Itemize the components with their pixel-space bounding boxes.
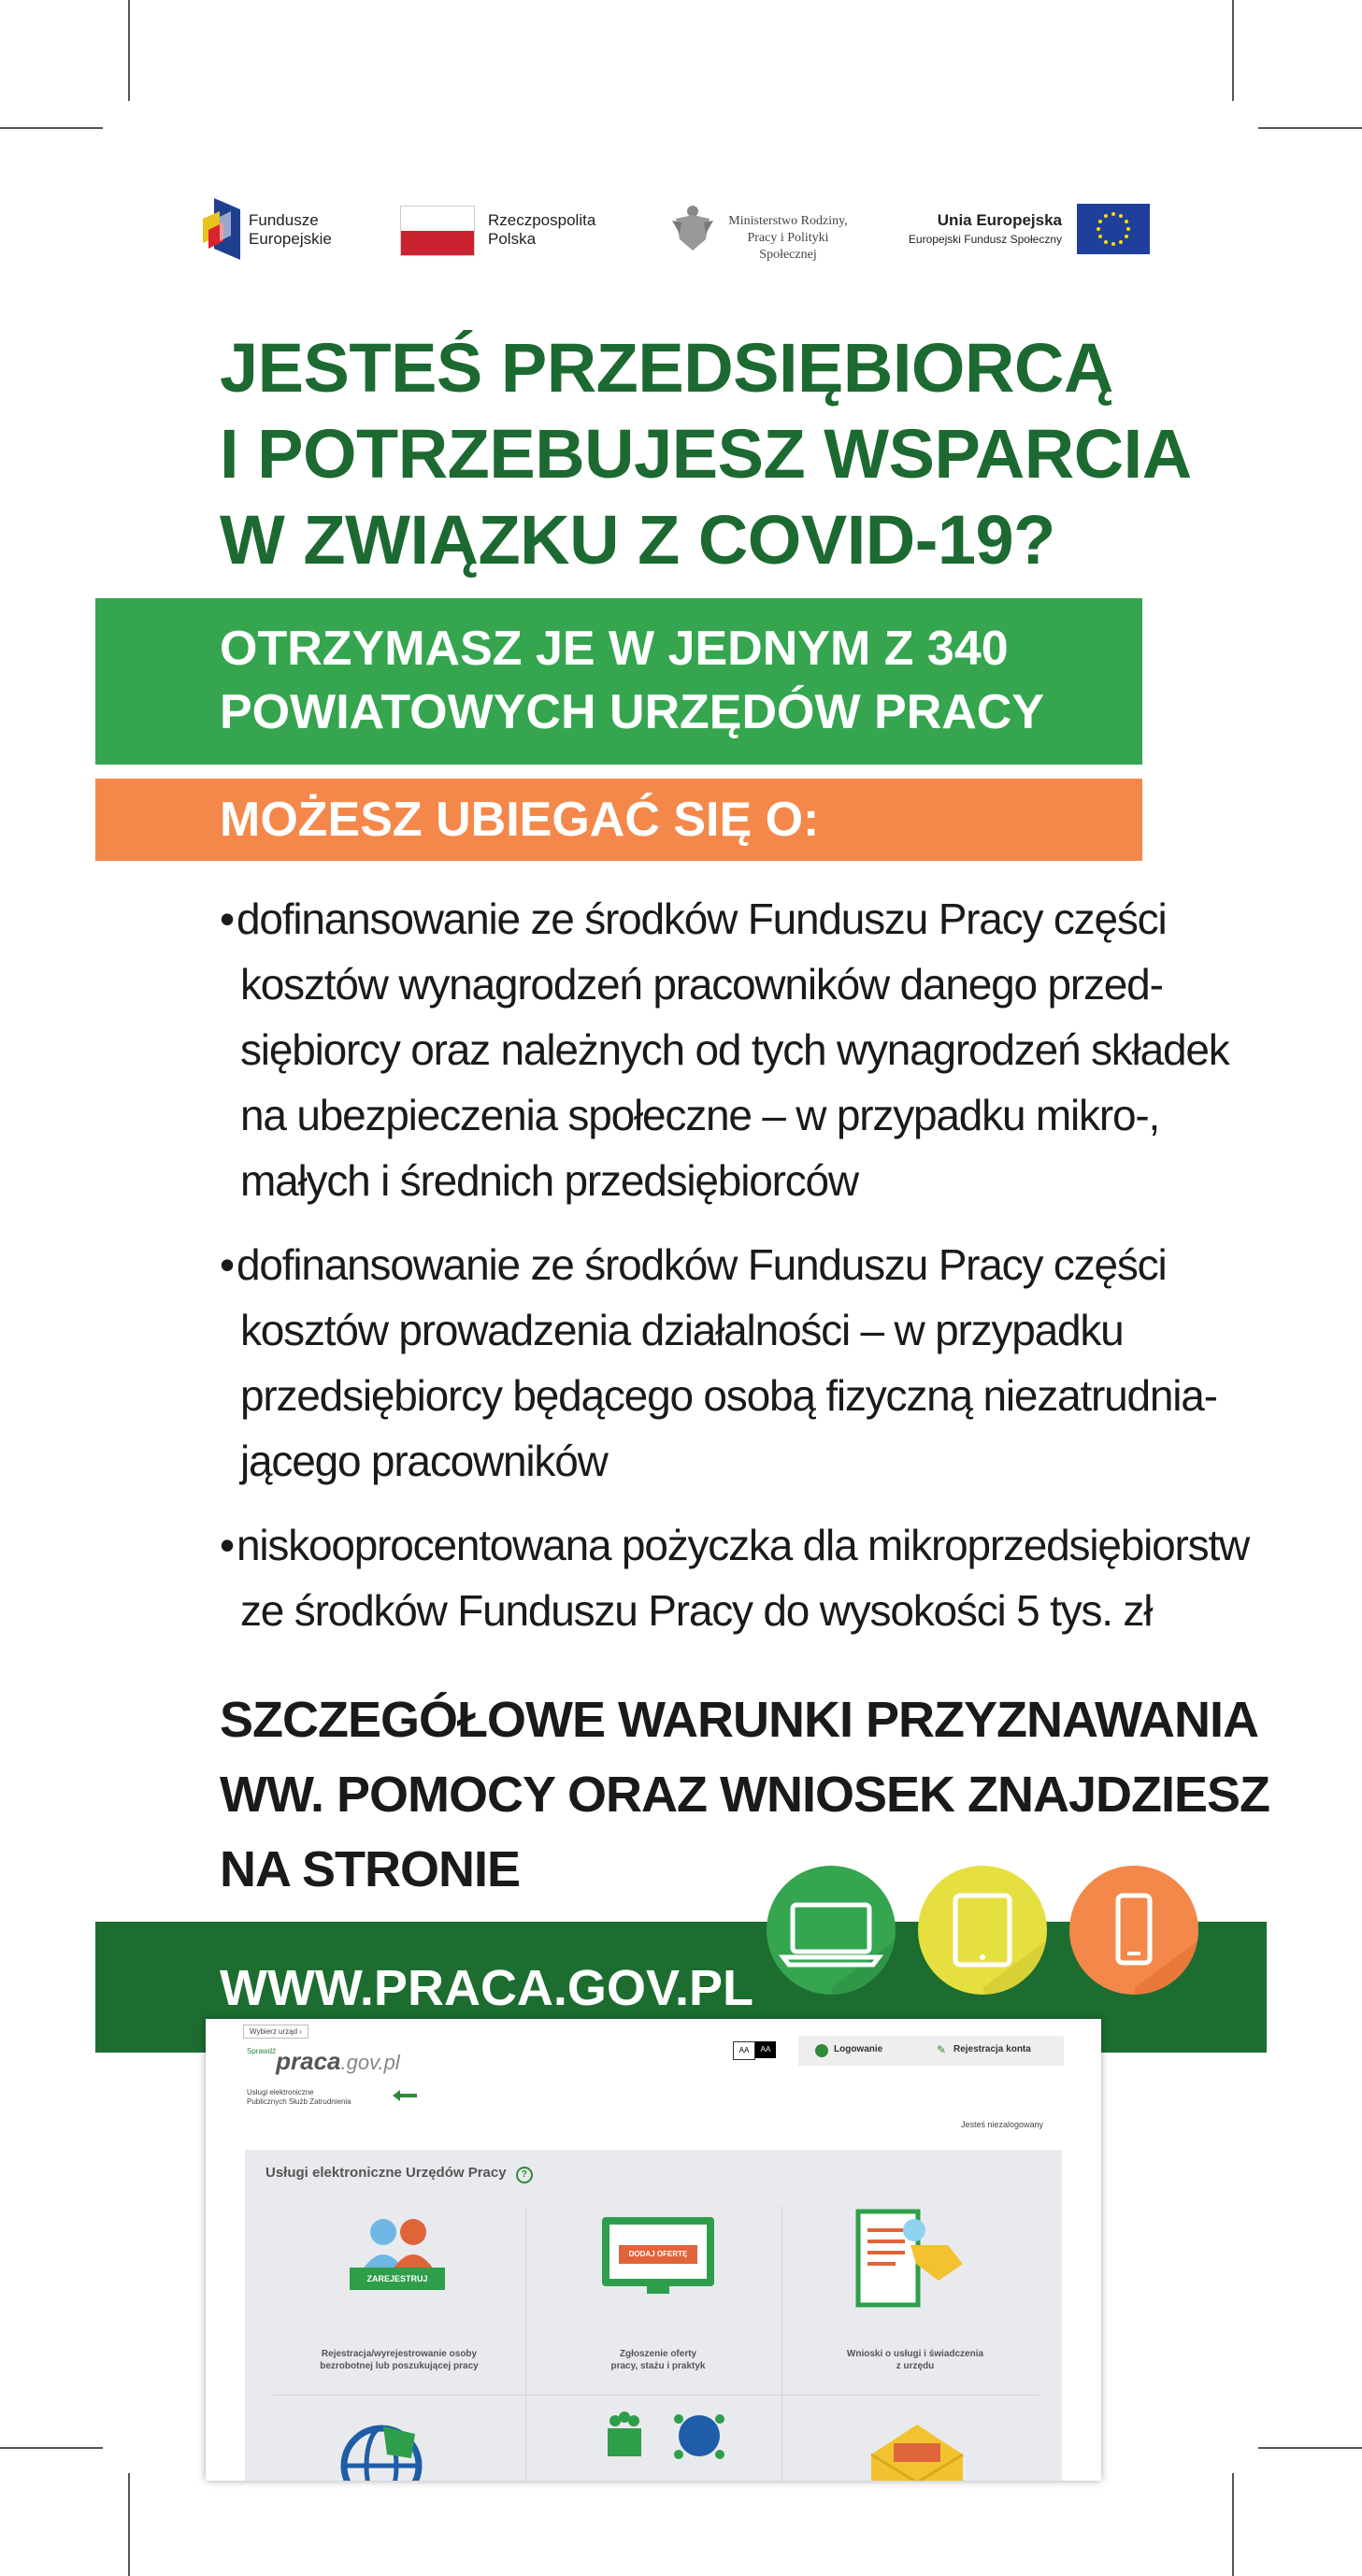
crop-mark <box>1232 2473 1234 2576</box>
list-item-text: kosztów wynagrodzeń pracowników danego przed- <box>240 960 1163 1009</box>
logo-text-line: Pracy i Polityki Społecznej <box>747 231 829 262</box>
card-label-line: Rejestracja/wyrejestrowanie osoby <box>321 2349 478 2359</box>
list-item <box>220 1232 1217 1494</box>
praca-logo <box>247 2047 400 2076</box>
list-item-text: na ubezpieczenia społeczne – w przypadku mikro-, <box>240 1091 1160 1139</box>
pencil-icon: ✎ <box>937 2043 947 2056</box>
column-divider <box>525 2206 526 2481</box>
laptop-circle <box>767 1866 896 1995</box>
list-item-text: dofinansowanie ze środków Funduszu Pracy części <box>237 894 1167 943</box>
ps-logo-icon <box>391 2088 419 2103</box>
card-label-line: bezrobotnej lub poszukującej pracy <box>320 2361 479 2371</box>
list-item <box>220 1512 1250 1643</box>
offices-band <box>95 598 1142 765</box>
envelope-icon <box>866 2421 968 2481</box>
logo-text-line: Rzeczpospolita <box>488 211 596 229</box>
list-item-text: małych i średnich przedsiębiorców <box>240 1156 858 1205</box>
headline-line: JESTEŚ PRZEDSIĘBIORCĄ <box>220 329 1113 407</box>
headline-line: W ZWIĄZKU Z COVID-19? <box>220 501 1055 579</box>
card-label-line: pracy, stażu i praktyk <box>610 2361 706 2371</box>
headline <box>220 325 1192 583</box>
add-offer-button[interactable]: DODAJ OFERTĘ <box>619 2245 697 2264</box>
document-icon <box>854 2208 967 2311</box>
logo-domain-text: .gov.pl <box>340 2051 400 2074</box>
eagle-emblem-icon <box>672 202 713 254</box>
column-divider <box>781 2206 782 2481</box>
fundusze-europejskie-logo <box>203 198 240 260</box>
login-link[interactable]: Logowanie <box>834 2044 883 2054</box>
logo-text-line: Europejskie <box>249 230 332 248</box>
services-panel <box>245 2150 1062 2481</box>
list-item <box>220 886 1229 1213</box>
help-icon[interactable]: ? <box>516 2167 533 2183</box>
polish-flag-logo <box>400 206 475 256</box>
list-item-text: niskooprocentowana pożyczka dla mikroprzedsiębiorstw <box>237 1521 1250 1569</box>
offices-band-line: POWIATOWYCH URZĘDÓW PRACY <box>220 685 1045 739</box>
bullet-icon: • <box>220 894 234 943</box>
support-list <box>220 886 1250 1662</box>
crop-mark <box>0 127 103 129</box>
website-screenshot <box>206 2019 1101 2481</box>
subtitle-line: Publicznych Służb Zatrudnienia <box>247 2097 351 2106</box>
card-label-line: Wnioski o usługi i świadczenia <box>846 2349 984 2359</box>
logo-text-line: Europejski Fundusz Społeczny <box>908 233 1062 246</box>
crop-mark <box>0 2447 103 2449</box>
details-text <box>220 1682 1270 1907</box>
list-item-text: siębiorcy oraz należnych od tych wynagrodzeń składek <box>240 1025 1229 1074</box>
office-select[interactable]: Wybierz urząd › <box>243 2025 308 2039</box>
list-item-text: kosztów prowadzenia działalności – w przypadku <box>240 1306 1124 1354</box>
font-size-small-button[interactable]: AA <box>733 2041 755 2060</box>
eu-flag-logo <box>1077 204 1150 254</box>
crop-mark <box>128 2473 130 2576</box>
bullet-icon: • <box>220 1240 234 1289</box>
card-label-line: z urzędu <box>896 2361 935 2371</box>
register-button[interactable]: ZAREJESTRUJ <box>350 2268 445 2290</box>
register-account-link[interactable]: Rejestracja konta <box>953 2044 1031 2054</box>
user-icon <box>815 2044 828 2057</box>
crop-mark <box>1232 0 1234 101</box>
font-size-large-button[interactable]: AA <box>755 2041 776 2058</box>
card-label-line: Zgłoszenie oferty <box>619 2349 697 2359</box>
logo-text-line: Fundusze <box>249 211 319 229</box>
globe-icon <box>337 2421 426 2481</box>
panel-title: Usługi elektroniczne Urzędów Pracy <box>265 2165 507 2181</box>
crop-mark <box>128 0 130 101</box>
logo-text-line: Ministerstwo Rodziny, <box>728 214 848 228</box>
tablet-circle <box>918 1866 1047 1995</box>
details-line: NA STRONIE <box>220 1841 521 1897</box>
offices-band-line: OTRZYMASZ JE W JEDNYM Z 340 <box>220 622 1009 676</box>
tablet-icon <box>955 1896 1010 1965</box>
login-status: Jesteś niezalogowany <box>961 2120 1044 2129</box>
office-select-label: Wybierz urząd <box>250 2027 298 2036</box>
subtitle-line: Usługi elektroniczne <box>247 2088 314 2097</box>
details-line: WW. POMOCY ORAZ WNIOSEK ZNAJDZIESZ <box>220 1767 1270 1823</box>
group-icon <box>602 2411 733 2477</box>
logo-text-line: Polska <box>488 230 537 248</box>
list-item-text: ze środków Funduszu Pracy do wysokości 5 tys. zł <box>240 1586 1153 1635</box>
phone-circle <box>1069 1866 1198 1995</box>
crop-mark <box>1258 2447 1362 2449</box>
details-line: SZCZEGÓŁOWE WARUNKI PRZYZNAWANIA <box>220 1692 1258 1748</box>
laptop-icon <box>793 1905 869 1952</box>
bullet-icon: • <box>220 1521 234 1569</box>
list-item-text: przedsiębiorcy będącego osobą fizyczną niezatrudnia- <box>240 1371 1217 1420</box>
apply-for-band <box>95 779 1142 861</box>
crop-mark <box>1258 127 1362 129</box>
list-item-text: jącego pracowników <box>240 1437 608 1485</box>
logo-text-line: Unia Europejska <box>937 211 1062 229</box>
row-divider <box>273 2395 1039 2396</box>
list-item-text: dofinansowanie ze środków Funduszu Pracy części <box>237 1240 1167 1289</box>
logo-small-text: Sprawdź <box>247 2047 277 2055</box>
headline-line: I POTRZEBUJESZ WSPARCIA <box>220 415 1192 493</box>
apply-for-heading: MOŻESZ UBIEGAĆ SIĘ O: <box>220 793 820 847</box>
website-link[interactable]: WWW.PRACA.GOV.PL <box>220 1960 754 2016</box>
logo-main-text: praca <box>276 2047 341 2075</box>
